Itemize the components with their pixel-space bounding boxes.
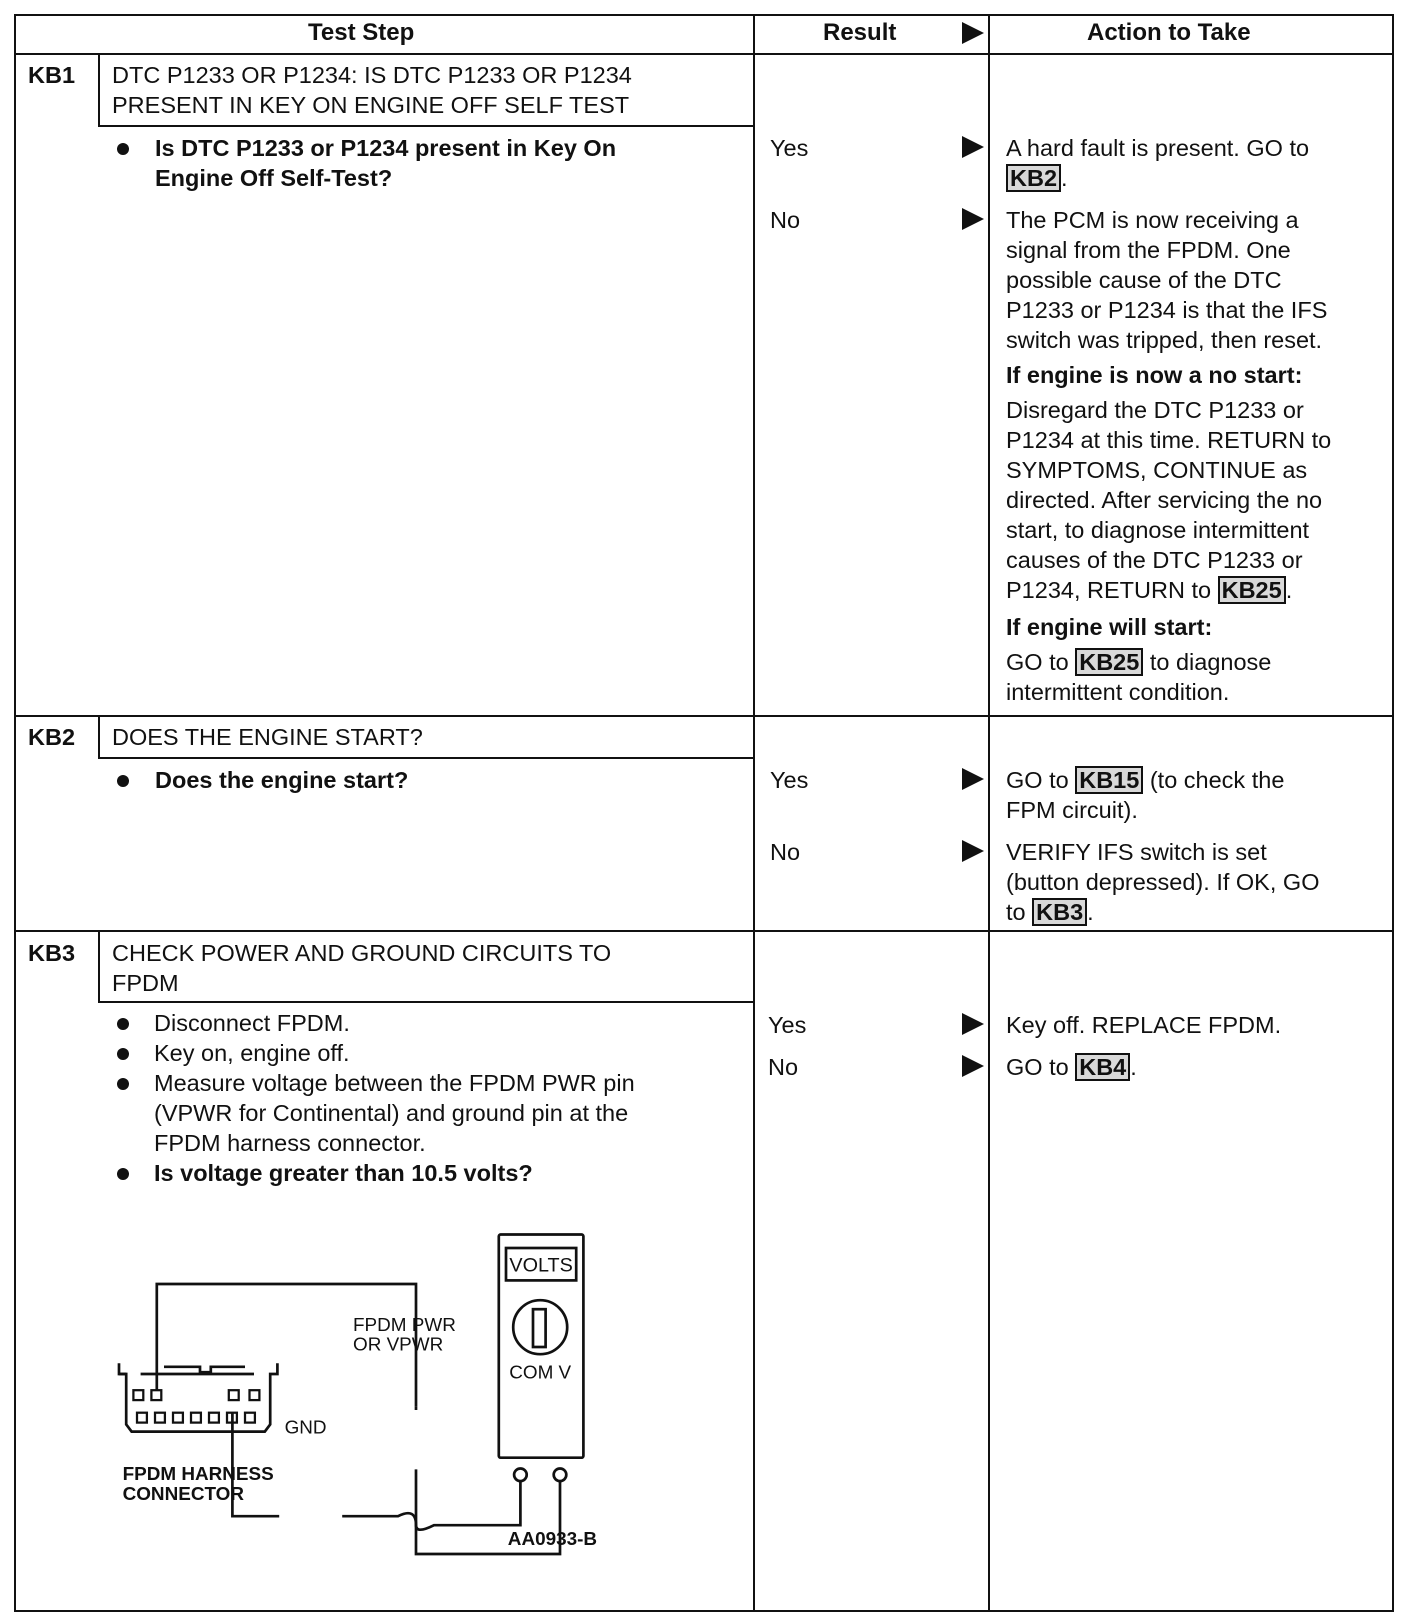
arrow-icon: [962, 1013, 984, 1035]
kb1-no-start-line: SYMPTOMS, CONTINUE as: [1006, 457, 1308, 483]
kb1-will-start-line1: [1006, 647, 1271, 677]
figure-code: AA0933-B: [507, 1529, 598, 1550]
kb1-no-action-line: The PCM is now receiving a: [1006, 207, 1299, 233]
kb1-no-action-line: P1233 or P1234 is that the IFS: [1006, 297, 1328, 323]
kb1-id: KB1: [28, 62, 76, 88]
kb3-title-line1: CHECK POWER AND GROUND CIRCUITS TO: [112, 940, 612, 966]
arrow-icon: [962, 1055, 984, 1077]
kb3-step2: Key on, engine off.: [154, 1040, 350, 1066]
kb1-no-start-line: directed. After servicing the no: [1006, 487, 1323, 513]
kb3-title-line2: FPDM: [112, 970, 179, 996]
kb2-title: DOES THE ENGINE START?: [112, 724, 423, 750]
gnd-label: GND: [284, 1417, 327, 1439]
kb1-result-yes: Yes: [770, 135, 809, 161]
column-divider-result: [753, 14, 755, 1612]
kb3-step1: Disconnect FPDM.: [154, 1010, 350, 1036]
kb3-step3-line3: FPDM harness connector.: [154, 1130, 426, 1156]
kb3-title-divider: [98, 1001, 753, 1003]
bullet-icon: [117, 1018, 129, 1030]
kb1-title-divider: [98, 125, 753, 127]
fpdm-wiring-diagram: [80, 1230, 680, 1590]
column-divider-action: [988, 14, 990, 1612]
header-result: Result: [823, 19, 897, 46]
kb3-no-action: GO to KB4 .: [1006, 1054, 1137, 1080]
kb2-id-divider: [98, 715, 100, 757]
header-arrow-icon: [962, 22, 984, 44]
kb1-will-start-pre: GO to: [1006, 649, 1069, 675]
kb1-question-line1: Is DTC P1233 or P1234 present in Key On: [155, 135, 617, 161]
kb1-no-start-line: start, to diagnose intermittent: [1006, 517, 1310, 543]
kb1-row-divider: [14, 715, 1394, 717]
kb1-no-start-line: Disregard the DTC P1233 or: [1006, 397, 1304, 423]
kb2-yes-action-line1: [1006, 765, 1284, 795]
pwr-label-line2: OR VPWR: [353, 1334, 444, 1356]
header-test-step: Test Step: [308, 19, 415, 46]
kb2-no-action-line2: (button depressed). If OK, GO: [1006, 869, 1320, 895]
kb1-no-action-line: possible cause of the DTC: [1006, 267, 1282, 293]
kb1-yes-action-line1: A hard fault is present. GO to: [1006, 135, 1310, 161]
volts-label: VOLTS: [509, 1254, 573, 1277]
kb1-no-start-last-line: P1234, RETURN to KB25 .: [1006, 577, 1293, 603]
kb3-no-ref: KB4: [1075, 1053, 1130, 1081]
kb2-result-no: No: [770, 839, 801, 865]
kb1-will-start-heading: If engine will start:: [1006, 614, 1213, 640]
kb1-no-start-ref: KB25: [1218, 576, 1286, 604]
kb1-title-line2: PRESENT IN KEY ON ENGINE OFF SELF TEST: [112, 92, 630, 118]
com-v-label: COM V: [509, 1362, 572, 1384]
bullet-icon: [117, 1078, 129, 1090]
kb3-step3-line1: Measure voltage between the FPDM PWR pin: [154, 1070, 635, 1096]
kb2-row-divider: [14, 930, 1394, 932]
kb1-no-start-line: P1234 at this time. RETURN to: [1006, 427, 1332, 453]
gnd-wire-right: [342, 1482, 520, 1530]
kb2-yes-pre: GO to: [1006, 767, 1069, 793]
header-action: Action to Take: [1087, 19, 1251, 46]
bullet-icon: [117, 775, 129, 787]
header-divider: [14, 53, 1394, 55]
bullet-icon: [117, 1048, 129, 1060]
kb2-result-yes: Yes: [770, 767, 809, 793]
kb3-id: KB3: [28, 940, 76, 966]
arrow-icon: [962, 768, 984, 790]
kb1-question-line2: Engine Off Self-Test?: [155, 165, 393, 191]
kb1-no-start-heading: If engine is now a no start:: [1006, 362, 1303, 388]
kb2-title-divider: [98, 757, 753, 759]
kb2-question: Does the engine start?: [155, 767, 409, 793]
kb3-step4: Is voltage greater than 10.5 volts?: [154, 1160, 533, 1186]
kb1-no-action-line: switch was tripped, then reset.: [1006, 327, 1323, 353]
kb2-id: KB2: [28, 724, 76, 750]
pwr-label-line1: FPDM PWR: [353, 1314, 456, 1336]
kb3-yes-action: Key off. REPLACE FPDM.: [1006, 1012, 1282, 1038]
kb3-result-no: No: [768, 1054, 799, 1080]
kb1-no-start-last: P1234, RETURN to: [1006, 577, 1212, 603]
kb2-no-ref: KB3: [1032, 898, 1087, 926]
bullet-icon: [117, 1168, 129, 1180]
kb2-no-pre: to: [1006, 899, 1026, 925]
kb3-result-yes: Yes: [768, 1012, 807, 1038]
caption-line2: CONNECTOR: [122, 1484, 245, 1505]
kb2-yes-action-line2: FPM circuit).: [1006, 797, 1138, 823]
kb1-yes-ref: KB2: [1006, 164, 1061, 192]
kb1-no-action-line: signal from the FPDM. One: [1006, 237, 1291, 263]
kb2-no-action-line3: to KB3 .: [1006, 899, 1094, 925]
arrow-icon: [962, 840, 984, 862]
connector-pins: [133, 1390, 259, 1422]
kb1-will-start-post: to diagnose: [1149, 649, 1272, 675]
kb2-no-action-line1: VERIFY IFS switch is set: [1006, 839, 1267, 865]
arrow-icon: [962, 136, 984, 158]
kb3-no-pre: GO to: [1006, 1054, 1069, 1080]
arrow-icon: [962, 208, 984, 230]
kb1-will-start-ref: KB25: [1075, 648, 1143, 676]
kb2-yes-post: (to check the: [1149, 767, 1285, 793]
kb1-will-start-line2: intermittent condition.: [1006, 679, 1230, 705]
kb3-id-divider: [98, 930, 100, 1001]
kb3-step3-line2: (VPWR for Continental) and ground pin at the: [154, 1100, 629, 1126]
kb1-no-start-line: causes of the DTC P1233 or: [1006, 547, 1303, 573]
caption-line1: FPDM HARNESS: [122, 1464, 274, 1486]
kb1-result-no: No: [770, 207, 801, 233]
kb1-id-divider: [98, 53, 100, 125]
bullet-icon: [117, 143, 129, 155]
kb1-title-line1: DTC P1233 OR P1234: IS DTC P1233 OR P1234: [112, 62, 632, 88]
kb2-yes-ref: KB15: [1075, 766, 1143, 794]
kb1-yes-action-line2: KB2 .: [1006, 163, 1068, 193]
